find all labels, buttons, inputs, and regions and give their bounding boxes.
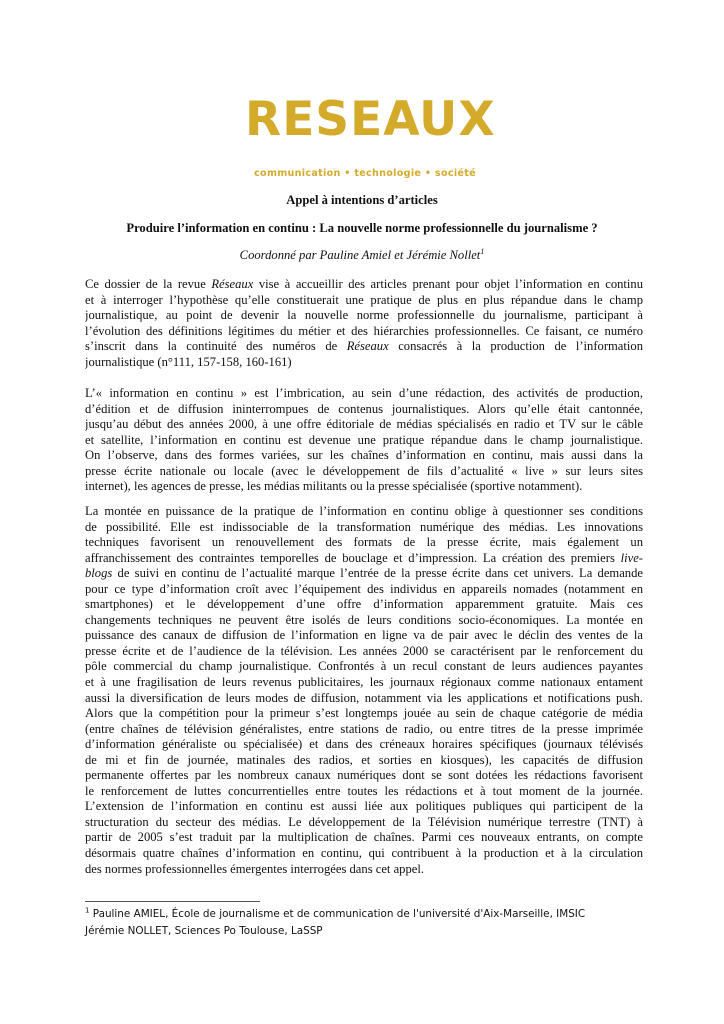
text-line: smartphones) et le développement d’une offre d’information apparemment gratuite. Mais ces (85, 597, 643, 612)
text-line: et à une fragilisation de leurs revenus publicitaires, les journaux régionaux comme nationaux entament (85, 675, 643, 690)
paragraph-intro (85, 277, 643, 370)
text-line: désormais quatre chaînes d’information en continu, qui contribuent à la production et à la circulation (85, 846, 643, 861)
logo-tagline: communication • technologie • société (254, 168, 476, 179)
text-line: On l’observe, dans des formes variées, sur les chaînes d’information en continu, mais aussi dans la (85, 448, 643, 463)
text-line: affranchissement des contraintes temporelles de bouclage et d’impression. La création des premiers live- (85, 550, 643, 565)
text-line: jusqu’au début des années 2000, à une offre éditoriale de médias spécialisés en radio et TV sur le câble (85, 417, 643, 432)
text-line: La montée en puissance de la pratique de l’information en continu oblige à questionner ses conditions (85, 504, 643, 518)
subject-title: Produire l’information en continu : La nouvelle norme professionnelle du journalisme ? (126, 221, 598, 235)
text-line: l’évolution des définitions légitimes du métier et des hiérarchies professionnelles. Ce faisant, ce numéro (85, 323, 643, 338)
coordinators (80, 248, 644, 263)
text-line: presse écrite et de l’audience de la télévision. Les années 2000 se caractérisent par le renforcement du (85, 643, 643, 658)
text-line: Alors que la compétition pour la primeur s’est longtemps jouée au sein de chaque catégorie de média (85, 706, 643, 721)
footnote-text-1: Pauline AMIEL, École de journalisme et de communication de l'université d'Aix-Marseille, IMSIC (92, 908, 586, 920)
call-title: Appel à intentions d’articles (286, 193, 438, 207)
italic-term: Réseaux (211, 277, 254, 291)
text-line: journalistique, au point de devenir la nouvelle norme professionnelle du journalisme, participant à (85, 308, 643, 323)
text-line: aussi la diversification de leurs modes de diffusion, notamment via les applications et notifications push. (85, 690, 643, 705)
footnote-separator (85, 901, 260, 902)
text-line: journalistique (n°111, 157-158, 160-161) (85, 354, 292, 369)
text-line: partir de 2005 s’est traduit par la multiplication de chaînes. Parmi ces nouveaux entrants, on compte (85, 830, 643, 845)
text-line: presse écrite nationale ou locale (avec le développement de fils d’actualité « live » sur leurs sites (85, 463, 643, 478)
footnote-line-2: Jérémie NOLLET, Sciences Po Toulouse, LaSSP (85, 925, 323, 937)
text-line: L’« information en continu » est l’imbrication, au sein d’une rédaction, des activités de production, (85, 386, 643, 400)
italic-term: Réseaux (346, 339, 389, 354)
reseaux-logo (245, 86, 496, 188)
text-line: pour ce type d’information croît avec l’équipement des individus en appareils nomades (notamment en (85, 581, 643, 596)
text-line: le renforcement de luttes concurrentielles entre toutes les rédactions et à tout moment de la journée. (85, 783, 643, 798)
italic-term: live- (620, 550, 643, 565)
footnote-marker: 1 (85, 906, 90, 915)
text-line: puissance des canaux de diffusion de l’information en ligne va de pair avec le déclin des ventes de la (85, 628, 643, 643)
logo-title: RESEAUX (245, 92, 496, 147)
text-line: L’extension de l’information en continu est aussi liée aux politiques publiques qui participent de la (85, 799, 643, 814)
text-line: d’édition et de diffusion ininterrompues de contenus journalistiques. Alors qu’elle était cantonnée, (85, 401, 643, 416)
text-line: (entre chaînes de télévision généralistes, entre stations de radio, ou entre titres de la presse imprimée (85, 721, 643, 736)
text-line: structuration du secteur des médias. Le développement de la Télévision numérique terrestre (TNT) à (85, 814, 643, 829)
text-line: d’information généraliste ou spécialisée) et dans des créneaux horaires spécifiques (journaux télévisés (85, 737, 643, 752)
paragraph-context (85, 504, 643, 877)
text-line: des normes professionnelles émergentes interrogées dans cet appel. (85, 861, 424, 876)
text-line: permanente offertes par les nombreux canaux numériques dont se sont dotées les rédactions favorisent (85, 768, 643, 783)
italic-term: blogs (85, 566, 113, 581)
text-line: et satellite, l’information en continu est devenue une pratique répandue dans le champ journalistique. (85, 432, 643, 447)
footnote-ref: 1 (480, 246, 485, 256)
text-line: s’inscrit dans la continuité des numéros de Réseaux consacrés à la production de l’information (85, 339, 643, 354)
footnote-line-1 (85, 908, 585, 920)
text-line: de mi et fin de journée, matinales des radios, et sorties en kiosques), les capacités de diffusion (85, 752, 643, 767)
text-line: techniques favorisent un renouvellement des formats de la presse écrite, mais également un (85, 535, 643, 550)
paragraph-definition (85, 386, 643, 495)
text-line: blogs de suivi en continu de l’actualité marque l’entrée de la presse écrite dans cet univers. La demande (85, 566, 643, 581)
text-line: changements techniques ne peuvent être isolés de leurs conditions socio-économiques. La montée en (85, 612, 643, 627)
text-line: Ce dossier de la revue Réseaux vise à accueillir des articles prenant pour objet l’information en continu (85, 277, 643, 291)
text-line: et à interroger l’hypothèse qu’elle constituerait une pratique de plus en plus répandue dans le champ (85, 292, 643, 307)
text-line: de possibilité. Elle est indissociable de la transformation numérique des médias. Les innovations (85, 519, 643, 534)
coordinators-text: Coordonné par Pauline Amiel et Jérémie Nollet (239, 248, 481, 262)
text-line: pôle commercial du champ journalistique. Confrontés à un recul constant de leurs audiences payantes (85, 659, 643, 674)
text-line: internet), les agences de presse, les médias militants ou la presse spécialisée (sportive notamment). (85, 479, 583, 494)
